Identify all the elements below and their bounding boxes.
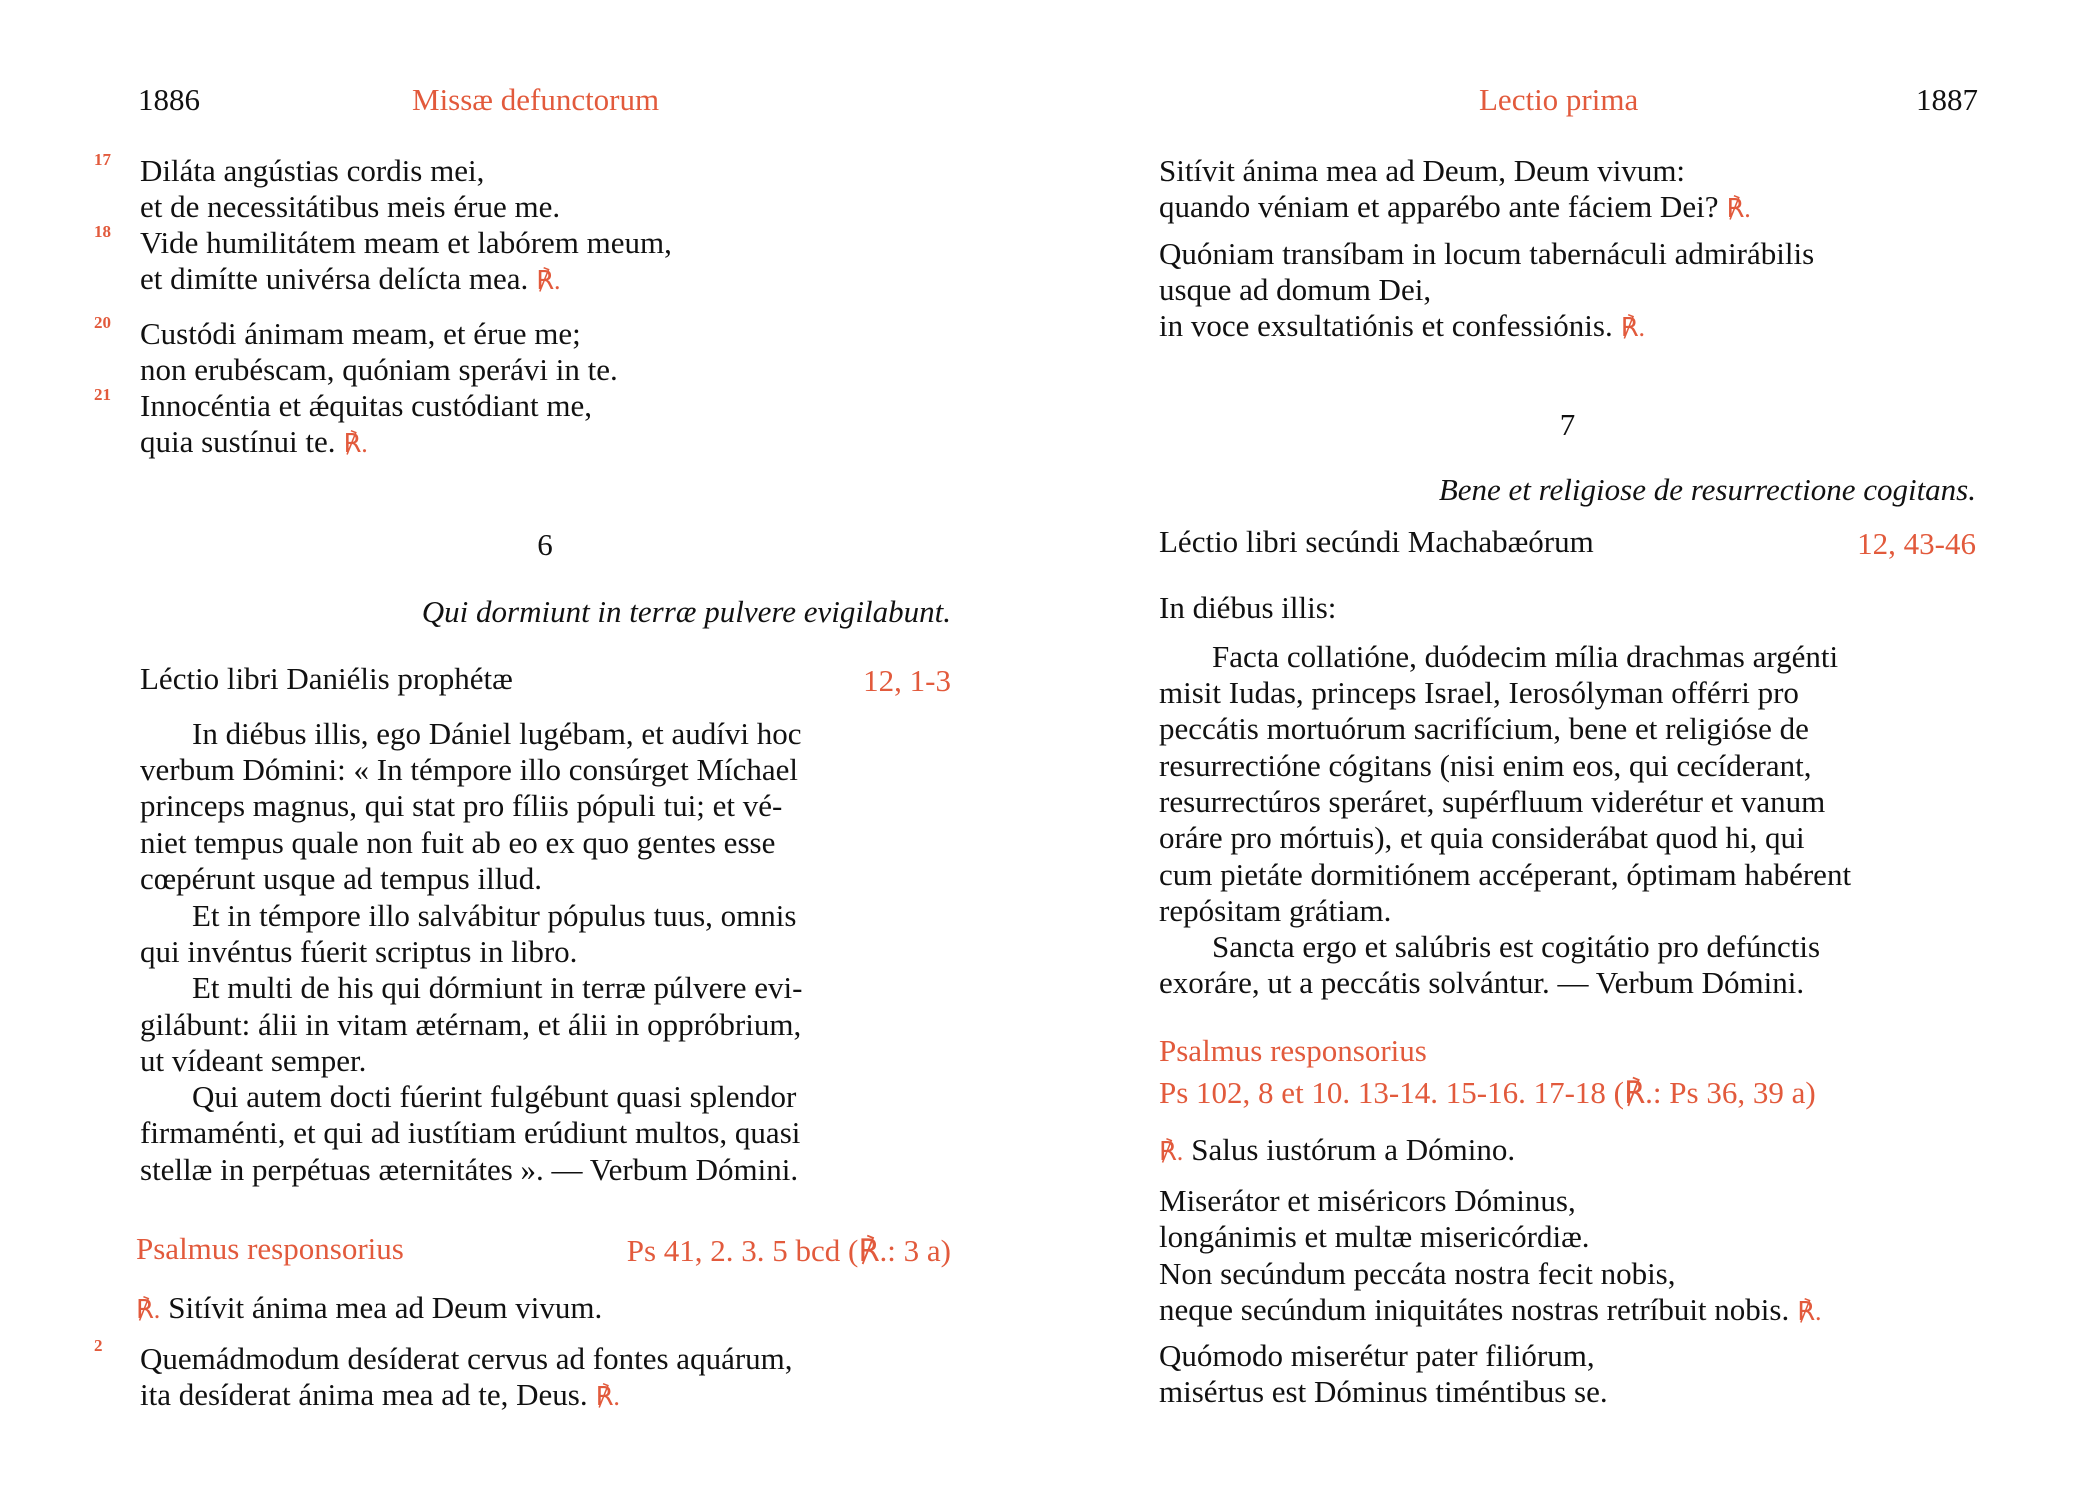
response-symbol: ℟. xyxy=(1620,313,1646,342)
verse-line: et dimítte univérsa delícta mea. ℟. xyxy=(140,261,561,296)
verse-line: Sitívit ánima mea ad Deum, Deum vivum: xyxy=(1159,153,1686,188)
verse-line: Innocéntia et ǽquitas custódiant me, xyxy=(140,388,592,423)
verse-line: misértus est Dóminus timéntibus se. xyxy=(1159,1374,1608,1409)
reading-line: Qui autem docti fúerint fulgébunt quasi splendor xyxy=(192,1079,797,1114)
reading-line: In diébus illis, ego Dániel lugébam, et audívi hoc xyxy=(192,716,802,751)
response-symbol: ℟. xyxy=(1159,1137,1184,1166)
psalm-label: Psalmus responsorius xyxy=(136,1231,404,1266)
reading-line: resurrectióne cógitans (nisi enim eos, qui cecíderant, xyxy=(1159,748,1812,783)
response-symbol: ℟. xyxy=(343,429,368,458)
verse-number: 2 xyxy=(94,1336,103,1355)
reading-line: Sancta ergo et salúbris est cogitátio pro defúnctis xyxy=(1212,929,1821,964)
reading-reference: 12, 43-46 xyxy=(1857,526,1976,561)
reading-line: Facta collatióne, duódecim mília drachmas argénti xyxy=(1212,639,1839,674)
verse-line: quia sustínui te. ℟. xyxy=(140,424,368,459)
right-page xyxy=(1039,0,2078,1500)
verse-number: 17 xyxy=(94,150,111,169)
reading-line: oráre pro mórtuis), et quia considerábat quod hi, qui xyxy=(1159,820,1805,855)
reading-line: princeps magnus, qui stat pro fíliis pópuli tui; et vé- xyxy=(140,788,783,823)
verse-number: 20 xyxy=(94,313,111,332)
verse-line: quando véniam et apparébo ante fáciem Dei? ℟. xyxy=(1159,189,1751,224)
section-number: 6 xyxy=(537,527,553,562)
verse-line: neque secúndum iniquitátes nostras retríbuit nobis. ℟. xyxy=(1159,1292,1822,1327)
response-symbol: ℟. xyxy=(536,266,561,295)
psalm-label: Psalmus responsorius xyxy=(1159,1033,1427,1068)
verse-line: Quóniam transíbam in locum tabernáculi admirábilis xyxy=(1159,236,1815,271)
section-number: 7 xyxy=(1559,407,1576,442)
verse-line: non erubéscam, quóniam sperávi in te. xyxy=(140,352,618,387)
reading-line: qui invéntus fúerit scriptus in libro. xyxy=(140,934,578,969)
verse-line: Non secúndum peccáta nostra fecit nobis, xyxy=(1159,1256,1676,1291)
section-title: Bene et religiose de resurrectione cogitans. xyxy=(1438,472,1976,507)
page-number: 1887 xyxy=(1916,82,1978,117)
reading-line: niet tempus quale non fuit ab eo ex quo gentes esse xyxy=(140,825,776,860)
verse-number: 21 xyxy=(94,385,111,404)
response-line: ℟. Sitívit ánima mea ad Deum vivum. xyxy=(136,1290,603,1325)
verse-line: ita desíderat ánima mea ad te, Deus. ℟. xyxy=(140,1377,620,1412)
response-symbol: ℟. xyxy=(1797,1297,1822,1326)
verse-line: longánimis et multæ misericórdiæ. xyxy=(1159,1219,1590,1254)
reading-line: Et multi de his qui dórmiunt in terræ púlvere evi- xyxy=(192,970,803,1005)
verse-line: Quómodo miserétur pater filiórum, xyxy=(1159,1338,1595,1373)
verse-line: et de necessitátibus meis érue me. xyxy=(140,189,561,224)
reading-line: exoráre, ut a peccátis solvántur. — Verbum Dómini. xyxy=(1159,965,1805,1000)
reading-intro: In diébus illis: xyxy=(1159,590,1337,625)
page-number: 1886 xyxy=(138,82,200,117)
psalm-reference: Ps 102, 8 et 10. 13-14. 15-16. 17-18 (℟.: Ps 36, 39 a) xyxy=(1159,1075,1816,1110)
psalm-reference: Ps 41, 2. 3. 5 bcd (℟.: 3 a) xyxy=(626,1233,951,1268)
verse-line: Miserátor et miséricors Dóminus, xyxy=(1159,1183,1576,1218)
reading-reference: 12, 1-3 xyxy=(863,663,951,698)
section-title: Qui dormiunt in terræ pulvere evigilabunt. xyxy=(421,594,951,629)
reading-line: repósitam grátiam. xyxy=(1159,893,1392,928)
verse-line: Vide humilitátem meam et labórem meum, xyxy=(140,225,672,260)
reading-line: resurrectúros speráret, supérfluum viderétur et vanum xyxy=(1159,784,1826,819)
reading-line: cum pietáte dormitiónem accéperant, óptimam habérent xyxy=(1159,857,1852,892)
reading-line: ut vídeant semper. xyxy=(140,1043,367,1078)
running-head: Missæ defunctorum xyxy=(412,82,660,117)
verse-line: Custódi ánimam meam, et érue me; xyxy=(140,316,581,351)
verse-line: Diláta angústias cordis mei, xyxy=(140,153,485,188)
response-symbol: ℟. xyxy=(136,1295,161,1324)
response-line: ℟. Salus iustórum a Dómino. xyxy=(1159,1132,1516,1167)
running-head: Lectio prima xyxy=(1479,82,1639,117)
reading-line: gilábunt: álii in vitam ætérnam, et álii in oppróbrium, xyxy=(140,1007,802,1042)
reading-line: firmaménti, et qui ad iustítiam erúdiunt multos, quasi xyxy=(140,1115,801,1150)
reading-line: verbum Dómini: « In témpore illo consúrget Míchael xyxy=(140,752,799,787)
reading-line: cœpérunt usque ad tempus illud. xyxy=(140,861,543,896)
response-symbol: ℟. xyxy=(595,1382,620,1411)
reading-line: misit Iudas, princeps Israel, Ierosólyman offérri pro xyxy=(1159,675,1799,710)
verse-number: 18 xyxy=(94,222,111,241)
reading-line: Et in témpore illo salvábitur pópulus tuus, omnis xyxy=(192,898,797,933)
reading-title: Léctio libri secúndi Machabæórum xyxy=(1159,524,1594,559)
verse-line: in voce exsultatiónis et confessiónis. ℟. xyxy=(1159,308,1646,343)
verse-line: Quemádmodum desíderat cervus ad fontes aquárum, xyxy=(140,1341,793,1376)
reading-line: peccátis mortuórum sacrifícium, bene et religióse de xyxy=(1159,711,1809,746)
response-symbol: ℟. xyxy=(1726,194,1751,223)
reading-line: stellæ in perpétuas æternitátes ». — Verbum Dómini. xyxy=(140,1152,799,1187)
reading-title: Léctio libri Daniélis prophétæ xyxy=(140,661,513,696)
verse-line: usque ad domum Dei, xyxy=(1159,272,1432,307)
